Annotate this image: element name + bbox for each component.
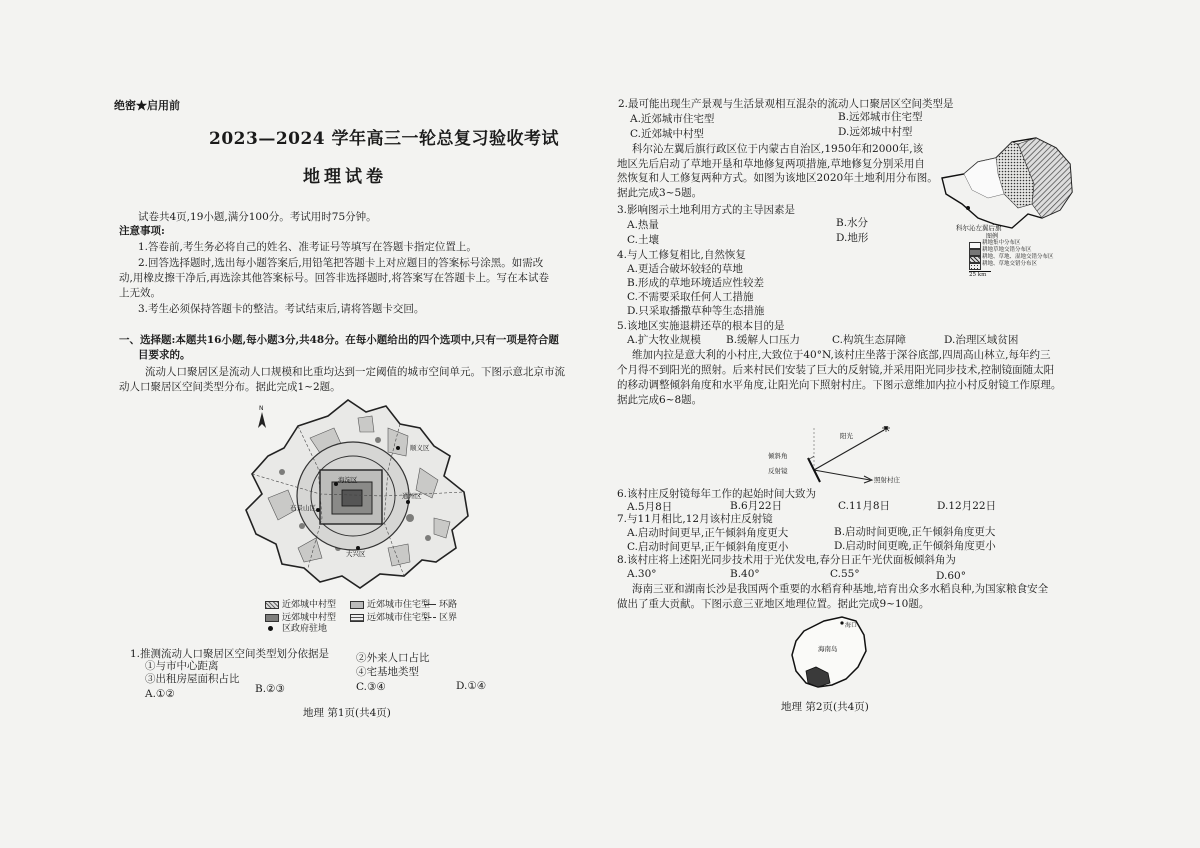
exam-subject: 地理试卷 [303,167,387,187]
notice-line: 2.回答选择题时,选出每小题答案后,用铅笔把答题卡上对应题目的答案标号涂黑。如需改 [138,257,544,269]
q5-option: D.治理区域贫困 [944,334,1019,346]
legend-item: 区界 [439,613,458,623]
q1-item: ③出租房屋面积占比 [145,673,240,685]
passage2-line: 地区先后启动了草地开垦和草地修复两项措施,草地修复分别采用自 [617,158,925,170]
q2-option: D.远郊城中村型 [838,126,913,138]
label-tongzhou: 通州区 [402,492,422,500]
secret-mark: 绝密★启用前 [114,99,180,112]
legend-item: 远郊城市住宅型 [367,613,431,623]
svg-text:N: N [259,405,264,412]
q2-option: B.远郊城市住宅型 [838,111,923,123]
map2-scale: 25 km [969,272,987,278]
passage2-line: 然恢复和人工修复两种方式。如图为该地区2020年土地利用分布图。 [617,172,938,184]
label-tilt-angle: 倾斜角 [768,452,788,460]
label-mirror: 反射镜 [768,467,788,475]
q2-option: C.近郊城中村型 [630,128,704,140]
legend-item: 耕地集中分布区 [982,240,1021,246]
legend-title: 图例 [986,233,999,240]
q1-option: D.①④ [456,680,487,692]
label-hainan: 海南岛 [818,645,838,653]
legend-item: 远郊城中村型 [282,613,337,623]
q6-option: A.5月8日 [627,501,673,513]
q4-option: D.只采取播撒草种等生态措施 [627,305,765,317]
q4-option: B.形成的草地环境适应性较差 [627,277,765,289]
q7-option: B.启动时间更晚,正午倾斜角度更大 [834,526,996,538]
q7-option: C.启动时间更早,正午倾斜角度更小 [627,541,789,553]
q8-option: D.60° [936,570,966,582]
q3-option: C.土壤 [627,234,659,246]
notice-line: 1.答卷前,考生务必将自己的姓名、准考证号等填写在答题卡指定位置上。 [138,241,477,253]
q6-option: C.11月8日 [838,500,891,512]
reflected-ray [814,470,870,480]
q4-option: C.不需要采取任何人工措施 [627,291,754,303]
page-footer-right: 地理 第2页(共4页) [781,701,869,713]
q6-stem: 6.该村庄反射镜每年工作的起始时间大致为 [617,488,817,500]
exam-title: 2023—2024 学年高三一轮总复习验收考试 [209,129,560,149]
q8-option: C.55° [830,568,860,580]
q7-option: A.启动时间更早,正午倾斜角度更大 [627,527,789,539]
label-daxing: 大兴区 [346,550,366,558]
q1-item: ④宅基地类型 [356,666,419,678]
legend-item: 近郊城市住宅型 [367,600,431,610]
north-arrow [258,405,266,428]
q3-option: A.热量 [627,219,659,231]
label-sunlight: 阳光 [840,432,853,440]
q8-stem: 8.该村庄将上述阳光同步技术用于光伏发电,春分日正午光伏面板倾斜角为 [617,554,956,566]
mirror-diagram [762,426,922,490]
q5-option: A.扩大牧业规模 [627,334,701,346]
q3-stem: 3.影响图示土地利用方式的主导因素是 [617,204,796,216]
passage4-line: 海南三亚和湖南长沙是我国两个重要的水稻育种基地,培育出众多水稻良种,为国家粮食安全 [632,583,1049,595]
q2-option: A.近郊城市住宅型 [630,113,715,125]
q1-item: ②外来人口占比 [356,652,430,664]
q5-option: B.缓解人口压力 [726,334,801,346]
q1-stem: 1.推测流动人口聚居区空间类型划分依据是 [130,648,330,660]
q1-item: ①与市中心距离 [145,660,219,672]
section-heading: 目要求的。 [138,349,191,361]
notice-title: 注意事项: [119,225,165,237]
q8-option: A.30° [627,568,657,580]
passage3-line: 的移动调整倾斜角度和水平角度,让阳光向下照射村庄。下图示意维加内拉小村反射镜工作原理。 [617,379,1062,391]
q1-option: A.①② [145,688,175,700]
notice-line: 动,用橡皮擦干净后,再选涂其他答案标号。回答非选择题时,将答案写在答题卡上。写在本试卷 [119,272,550,284]
label-haidian: 海淀区 [338,476,358,484]
passage-line: 动人口聚居区空间类型分布。据此完成1~2题。 [119,381,341,393]
q6-option: B.6月22日 [730,500,783,512]
q7-option: D.启动时间更晚,正午倾斜角度更小 [834,540,996,552]
section-heading: 一、选择题:本题共16小题,每小题3分,共48分。在每小题给出的四个选项中,只有一项是符合题 [119,334,559,346]
q5-option: C.构筑生态屏障 [832,334,906,346]
q6-option: D.12月22日 [937,500,997,512]
passage4-line: 做出了重大贡献。下图示意三亚地区地理位置。据此完成9~10题。 [617,598,930,610]
legend-item: 环路 [439,600,458,610]
label-shijingshan: 石景山区 [290,504,316,512]
passage2-line: 科尔沁左翼后旗行政区位于内蒙古自治区,1950年和2000年,该 [632,143,924,155]
legend-item: 耕地、草地交错分布区 [982,261,1038,267]
sun-icon [882,426,890,432]
q5-stem: 5.该地区实施退耕还草的根本目的是 [617,320,785,332]
q4-stem: 4.与人工修复相比,自然恢复 [617,249,746,261]
hainan-map [784,611,876,693]
legend-item: 区政府驻地 [282,624,328,634]
q3-option: B.水分 [836,217,869,229]
label-haikou: 海口 [845,622,858,629]
notice-line: 上无效。 [119,287,161,299]
notice-line: 3.考生必须保持答题卡的整洁。考试结束后,请将答题卡交回。 [138,303,425,315]
q3-option: D.地形 [836,232,869,244]
legend-item: 近郊城中村型 [282,600,337,610]
legend-item: 耕地、草地、湿地交错分布区 [982,254,1054,260]
q4-option: A.更适合破坏较轻的草地 [627,263,743,275]
label-horqin-town: 科尔沁左翼后旗 [956,224,1002,232]
legend-item: 耕地草地交错分布区 [982,247,1032,253]
passage3-line: 个月得不到阳光的照射。后来村民们安装了巨大的反射镜,并采用阳光同步技术,控制镜面随太阳 [617,364,1055,376]
label-shunyi: 顺义区 [410,444,430,452]
q2-stem: 2.最可能出现生产景观与生活景观相互混杂的流动人口聚居区空间类型是 [618,98,954,110]
page-footer-left: 地理 第1页(共4页) [303,707,391,719]
passage2-line: 据此完成3~5题。 [617,187,703,199]
passage3-line: 据此完成6~8题。 [617,394,703,406]
beijing-map [238,398,470,616]
q7-stem: 7.与11月相比,12月该村庄反射镜 [617,513,773,525]
passage3-line: 维加内拉是意大利的小村庄,大致位于40°N,该村庄坐落于深谷底部,四周高山林立,每年约三 [632,349,1051,361]
passage-line: 流动人口聚居区是流动人口规模和比重均达到一定阈值的城市空间单元。下图示意北京市流 [145,366,565,378]
label-village: 照射村庄 [874,476,900,484]
exam-info: 试卷共4页,19小题,满分100分。考试用时75分钟。 [138,211,377,223]
q1-option: B.②③ [255,683,285,695]
q1-option: C.③④ [356,681,386,693]
q8-option: B.40° [730,568,760,580]
